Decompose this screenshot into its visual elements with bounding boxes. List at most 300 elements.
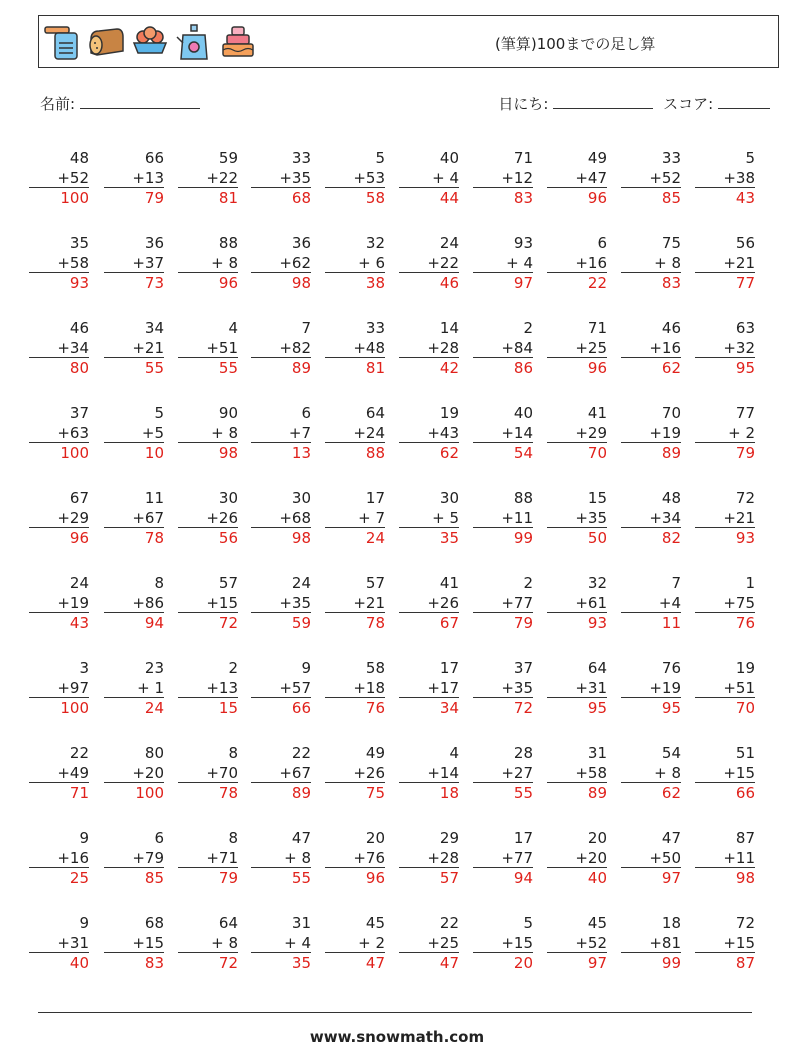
addend-top: 31 (587, 744, 607, 762)
addend-top: 49 (365, 744, 385, 762)
addend-bottom: +81 (621, 933, 681, 953)
addend-bottom: +28 (399, 338, 459, 358)
addend-bottom: +29 (547, 423, 607, 443)
addend-top: 33 (365, 319, 385, 337)
answer: 15 (218, 699, 238, 717)
addend-top: 57 (365, 574, 385, 592)
addend-bottom: +4 (621, 593, 681, 613)
addend-bottom: +37 (104, 253, 164, 273)
addend-top: 22 (69, 744, 89, 762)
addend-bottom: +63 (29, 423, 89, 443)
problem-item (621, 828, 681, 888)
addend-top: 76 (661, 659, 681, 677)
problem-item (251, 148, 311, 208)
addend-top: 32 (587, 574, 607, 592)
answer: 99 (661, 954, 681, 972)
problem-item (621, 148, 681, 208)
answer: 70 (587, 444, 607, 462)
addend-bottom: + 7 (325, 508, 385, 528)
answer: 40 (69, 954, 89, 972)
date-score-fields (498, 93, 770, 114)
answer: 75 (365, 784, 385, 802)
date-blank[interactable] (553, 95, 653, 109)
addend-bottom: +77 (473, 593, 533, 613)
answer: 98 (218, 444, 238, 462)
addend-bottom: +26 (325, 763, 385, 783)
addend-bottom: +22 (399, 253, 459, 273)
answer: 79 (218, 869, 238, 887)
problem-item (251, 658, 311, 718)
answer: 47 (365, 954, 385, 972)
addend-top: 49 (587, 149, 607, 167)
addend-bottom: +13 (104, 168, 164, 188)
addend-top: 7 (301, 319, 311, 337)
answer: 71 (69, 784, 89, 802)
problem-item (29, 828, 89, 888)
addend-bottom: + 2 (695, 423, 755, 443)
addend-bottom: + 2 (325, 933, 385, 953)
problem-item (251, 488, 311, 548)
addend-bottom: + 8 (621, 763, 681, 783)
addend-bottom: +18 (325, 678, 385, 698)
answer: 77 (735, 274, 755, 292)
problem-item (473, 913, 533, 973)
problem-item (399, 148, 459, 208)
name-label: 名前: (40, 95, 76, 113)
answer: 95 (661, 699, 681, 717)
problem-item (325, 233, 385, 293)
problem-item (29, 573, 89, 633)
answer: 93 (735, 529, 755, 547)
addend-top: 68 (144, 914, 164, 932)
addend-bottom: +16 (621, 338, 681, 358)
addend-bottom: +29 (29, 508, 89, 528)
problem-item (251, 743, 311, 803)
addend-bottom: +15 (104, 933, 164, 953)
addend-bottom: +84 (473, 338, 533, 358)
answer: 96 (365, 869, 385, 887)
problem-item (325, 573, 385, 633)
problem-item (178, 658, 238, 718)
addend-top: 88 (513, 489, 533, 507)
addend-top: 17 (513, 829, 533, 847)
answer: 22 (587, 274, 607, 292)
addend-top: 2 (228, 659, 238, 677)
answer: 98 (291, 529, 311, 547)
addend-top: 88 (218, 234, 238, 252)
answer: 82 (661, 529, 681, 547)
addend-top: 48 (661, 489, 681, 507)
cake-icon (219, 21, 257, 63)
addend-bottom: +12 (473, 168, 533, 188)
addend-bottom: +27 (473, 763, 533, 783)
problem-item (104, 743, 164, 803)
name-blank[interactable] (80, 95, 200, 109)
answer: 99 (513, 529, 533, 547)
addend-bottom: +68 (251, 508, 311, 528)
addend-top: 20 (365, 829, 385, 847)
problem-item (695, 573, 755, 633)
problem-item (399, 828, 459, 888)
addend-bottom: +25 (399, 933, 459, 953)
addend-top: 34 (144, 319, 164, 337)
answer: 40 (587, 869, 607, 887)
answer: 81 (365, 359, 385, 377)
answer: 68 (291, 189, 311, 207)
addend-top: 54 (661, 744, 681, 762)
answer: 72 (218, 614, 238, 632)
addend-bottom: +14 (399, 763, 459, 783)
problem-item (29, 658, 89, 718)
addend-bottom: +19 (621, 678, 681, 698)
addend-top: 46 (69, 319, 89, 337)
addend-bottom: +50 (621, 848, 681, 868)
answer: 55 (144, 359, 164, 377)
addend-top: 77 (735, 404, 755, 422)
addend-top: 56 (735, 234, 755, 252)
problem-item (178, 573, 238, 633)
answer: 97 (661, 869, 681, 887)
answer: 81 (218, 189, 238, 207)
problem-item (547, 318, 607, 378)
addend-top: 51 (735, 744, 755, 762)
problem-item (473, 318, 533, 378)
addend-top: 28 (513, 744, 533, 762)
answer: 62 (439, 444, 459, 462)
addend-top: 58 (365, 659, 385, 677)
problem-item (29, 318, 89, 378)
footer-site: www.snowmath.com (309, 1028, 485, 1046)
answer: 66 (735, 784, 755, 802)
answer: 43 (69, 614, 89, 632)
problem-item (695, 318, 755, 378)
addend-bottom: +25 (547, 338, 607, 358)
answer: 50 (587, 529, 607, 547)
addend-top: 71 (587, 319, 607, 337)
addend-top: 64 (218, 914, 238, 932)
answer: 78 (218, 784, 238, 802)
problem-item (399, 488, 459, 548)
score-blank[interactable] (718, 95, 770, 109)
answer: 47 (439, 954, 459, 972)
problem-item (547, 403, 607, 463)
addend-top: 24 (69, 574, 89, 592)
addend-bottom: +97 (29, 678, 89, 698)
addend-bottom: +11 (473, 508, 533, 528)
answer: 78 (144, 529, 164, 547)
addend-top: 24 (439, 234, 459, 252)
answer: 96 (587, 359, 607, 377)
addend-top: 67 (69, 489, 89, 507)
addend-bottom: +75 (695, 593, 755, 613)
answer: 62 (661, 784, 681, 802)
problem-item (695, 658, 755, 718)
problem-item (547, 828, 607, 888)
problem-item (178, 743, 238, 803)
addend-bottom: + 5 (399, 508, 459, 528)
addend-top: 19 (735, 659, 755, 677)
problem-item (621, 658, 681, 718)
addend-bottom: +34 (29, 338, 89, 358)
answer: 94 (513, 869, 533, 887)
answer: 43 (735, 189, 755, 207)
addend-bottom: +51 (695, 678, 755, 698)
problem-item (325, 318, 385, 378)
addend-top: 2 (523, 319, 533, 337)
problem-item (325, 488, 385, 548)
addend-top: 57 (218, 574, 238, 592)
addend-bottom: +31 (29, 933, 89, 953)
answer: 86 (513, 359, 533, 377)
problem-item (473, 743, 533, 803)
addend-top: 6 (301, 404, 311, 422)
addend-top: 1 (745, 574, 755, 592)
addend-top: 30 (439, 489, 459, 507)
kettle-icon (175, 21, 213, 63)
answer: 95 (587, 699, 607, 717)
addend-bottom: +5 (104, 423, 164, 443)
answer: 96 (587, 189, 607, 207)
problem-item (399, 233, 459, 293)
addend-bottom: +26 (399, 593, 459, 613)
addend-top: 59 (218, 149, 238, 167)
addend-bottom: +35 (251, 168, 311, 188)
addend-bottom: +7 (251, 423, 311, 443)
addend-bottom: +21 (695, 508, 755, 528)
problem-item (621, 913, 681, 973)
problem-item (695, 828, 755, 888)
addend-bottom: +35 (251, 593, 311, 613)
answer: 73 (144, 274, 164, 292)
addend-bottom: + 4 (251, 933, 311, 953)
answer: 94 (144, 614, 164, 632)
date-label: 日にち: (498, 95, 549, 113)
addend-bottom: +77 (473, 848, 533, 868)
problem-item (473, 148, 533, 208)
addend-bottom: +34 (621, 508, 681, 528)
addend-top: 36 (144, 234, 164, 252)
addend-top: 5 (154, 404, 164, 422)
addend-top: 8 (228, 829, 238, 847)
addend-bottom: +24 (325, 423, 385, 443)
problem-item (399, 403, 459, 463)
answer: 58 (365, 189, 385, 207)
addend-top: 72 (735, 489, 755, 507)
problem-item (399, 743, 459, 803)
header-box (38, 15, 779, 68)
problem-item (29, 488, 89, 548)
addend-bottom: +51 (178, 338, 238, 358)
addend-top: 5 (375, 149, 385, 167)
addend-top: 75 (661, 234, 681, 252)
addend-bottom: +20 (547, 848, 607, 868)
footer-divider (38, 1012, 752, 1013)
answer: 95 (735, 359, 755, 377)
addend-bottom: +17 (399, 678, 459, 698)
problem-item (178, 148, 238, 208)
addend-top: 36 (291, 234, 311, 252)
addend-top: 8 (228, 744, 238, 762)
addend-bottom: +47 (547, 168, 607, 188)
addend-bottom: + 1 (104, 678, 164, 698)
problem-item (104, 913, 164, 973)
problem-item (104, 828, 164, 888)
addend-bottom: + 4 (399, 168, 459, 188)
problem-item (473, 828, 533, 888)
answer: 100 (60, 699, 89, 717)
addend-top: 29 (439, 829, 459, 847)
addend-bottom: +21 (325, 593, 385, 613)
addend-top: 4 (449, 744, 459, 762)
addend-top: 48 (69, 149, 89, 167)
problem-item (473, 573, 533, 633)
addend-bottom: +67 (104, 508, 164, 528)
addend-top: 72 (735, 914, 755, 932)
addend-bottom: +35 (547, 508, 607, 528)
addend-bottom: +58 (547, 763, 607, 783)
addend-top: 70 (661, 404, 681, 422)
addend-bottom: + 8 (251, 848, 311, 868)
addend-bottom: +48 (325, 338, 385, 358)
answer: 42 (439, 359, 459, 377)
addend-bottom: +19 (29, 593, 89, 613)
addend-bottom: +15 (695, 933, 755, 953)
answer: 72 (513, 699, 533, 717)
problem-item (29, 403, 89, 463)
problem-item (547, 233, 607, 293)
addend-bottom: +49 (29, 763, 89, 783)
answer: 25 (69, 869, 89, 887)
answer: 96 (69, 529, 89, 547)
problem-item (178, 403, 238, 463)
addend-bottom: +38 (695, 168, 755, 188)
problem-item (621, 403, 681, 463)
addend-bottom: +62 (251, 253, 311, 273)
addend-top: 19 (439, 404, 459, 422)
answer: 85 (661, 189, 681, 207)
problem-item (621, 573, 681, 633)
addend-top: 41 (439, 574, 459, 592)
answer: 83 (513, 189, 533, 207)
addend-top: 9 (301, 659, 311, 677)
problem-item (104, 318, 164, 378)
addend-top: 40 (439, 149, 459, 167)
addend-top: 37 (69, 404, 89, 422)
problem-item (251, 573, 311, 633)
addend-top: 80 (144, 744, 164, 762)
addend-top: 7 (671, 574, 681, 592)
problem-item (104, 148, 164, 208)
problem-item (104, 233, 164, 293)
answer: 88 (365, 444, 385, 462)
addend-bottom: + 8 (178, 253, 238, 273)
scale-icon (43, 21, 81, 63)
date-field (498, 93, 653, 114)
addend-bottom: +15 (695, 763, 755, 783)
answer: 44 (439, 189, 459, 207)
addend-bottom: +28 (399, 848, 459, 868)
addend-top: 23 (144, 659, 164, 677)
problem-item (29, 743, 89, 803)
answer: 89 (587, 784, 607, 802)
answer: 85 (144, 869, 164, 887)
answer: 76 (365, 699, 385, 717)
answer: 89 (291, 784, 311, 802)
problem-item (547, 573, 607, 633)
answer: 97 (587, 954, 607, 972)
problem-item (325, 148, 385, 208)
addend-top: 46 (661, 319, 681, 337)
addend-top: 15 (587, 489, 607, 507)
addend-top: 6 (597, 234, 607, 252)
answer: 34 (439, 699, 459, 717)
answer: 80 (69, 359, 89, 377)
addend-top: 37 (513, 659, 533, 677)
problem-item (29, 148, 89, 208)
worksheet-title: (筆算)100までの足し算 (495, 35, 656, 53)
answer: 93 (69, 274, 89, 292)
addend-top: 33 (291, 149, 311, 167)
addend-bottom: +52 (621, 168, 681, 188)
answer: 35 (439, 529, 459, 547)
addend-top: 20 (587, 829, 607, 847)
answer: 97 (513, 274, 533, 292)
addend-top: 45 (365, 914, 385, 932)
answer: 10 (144, 444, 164, 462)
addend-top: 47 (661, 829, 681, 847)
answer: 98 (291, 274, 311, 292)
addend-top: 45 (587, 914, 607, 932)
addend-top: 22 (439, 914, 459, 932)
problem-item (251, 318, 311, 378)
problem-item (621, 488, 681, 548)
answer: 100 (135, 784, 164, 802)
answer: 24 (144, 699, 164, 717)
addend-bottom: +43 (399, 423, 459, 443)
answer: 20 (513, 954, 533, 972)
answer: 79 (735, 444, 755, 462)
addend-bottom: + 8 (178, 423, 238, 443)
problem-item (325, 828, 385, 888)
problem-item (178, 318, 238, 378)
answer: 83 (661, 274, 681, 292)
addend-bottom: +32 (695, 338, 755, 358)
answer: 55 (513, 784, 533, 802)
problem-item (29, 233, 89, 293)
answer: 70 (735, 699, 755, 717)
problem-item (251, 233, 311, 293)
addend-bottom: +86 (104, 593, 164, 613)
answer: 55 (218, 359, 238, 377)
problem-item (104, 658, 164, 718)
problem-item (547, 658, 607, 718)
addend-top: 3 (79, 659, 89, 677)
answer: 78 (365, 614, 385, 632)
problem-item (399, 573, 459, 633)
answer: 67 (439, 614, 459, 632)
problem-item (399, 318, 459, 378)
addend-bottom: +52 (29, 168, 89, 188)
answer: 100 (60, 444, 89, 462)
addend-top: 90 (218, 404, 238, 422)
addend-top: 33 (661, 149, 681, 167)
answer: 54 (513, 444, 533, 462)
problem-item (325, 913, 385, 973)
addend-bottom: +67 (251, 763, 311, 783)
problem-item (547, 148, 607, 208)
answer: 59 (291, 614, 311, 632)
addend-top: 71 (513, 149, 533, 167)
